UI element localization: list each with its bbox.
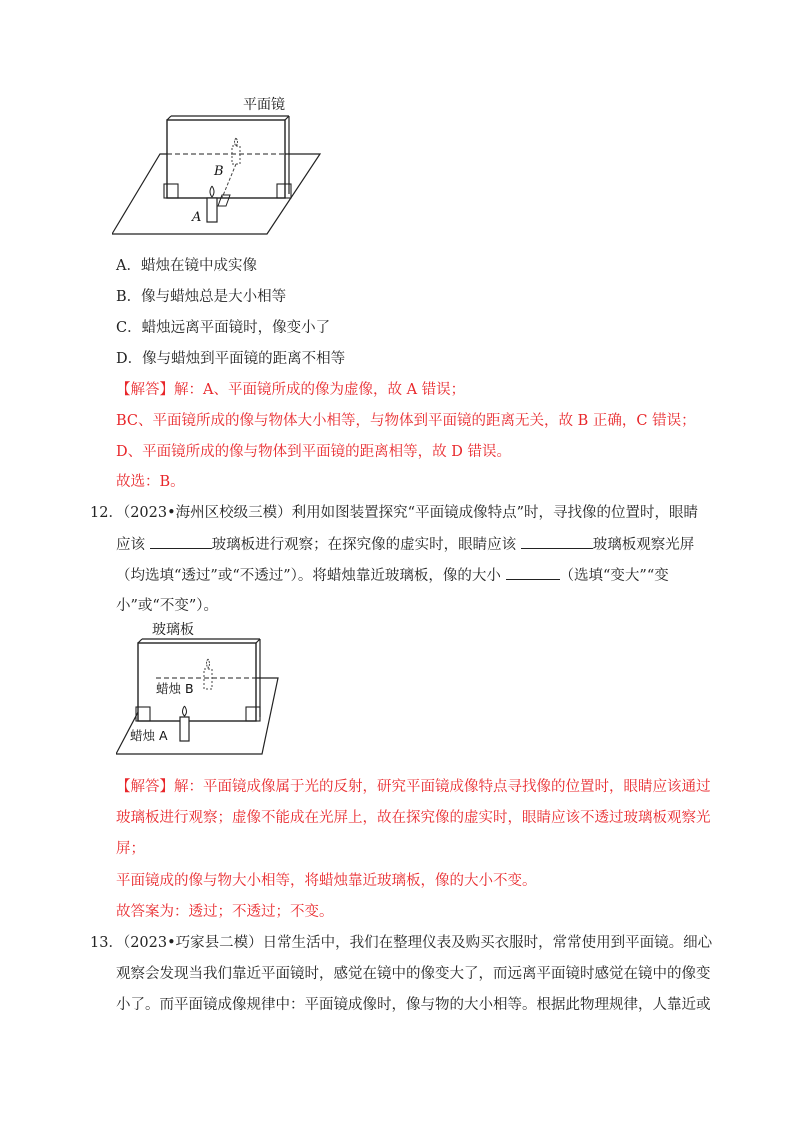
q13-line2: 观察会发现当我们靠近平面镜时，感觉在镜中的像变大了，而远离平面镜时感觉在镜中的像变	[116, 966, 711, 982]
q12-answer-final: 故答案为：透过；不透过；不变。	[116, 904, 334, 920]
figure1-label-b: B	[214, 164, 224, 179]
answer-text: 解：A、平面镜所成的像为虚像，故 A 错误；	[174, 382, 466, 398]
answer-text: 解：平面镜成像属于光的反射，研究平面镜成像特点寻找像的位置时，眼睛应该通过	[174, 779, 711, 795]
plane-mirror-figure	[112, 90, 327, 240]
figure2-label-b: 蜡烛 B	[156, 681, 194, 696]
answer-blank-2[interactable]	[521, 534, 593, 549]
question-text: （均选填“透过”或“不透过”）。将蜡烛靠近玻璃板，像的大小	[116, 568, 501, 584]
q11-option-a: A．蜡烛在镜中成实像	[116, 258, 257, 274]
q12-line2	[116, 534, 694, 555]
question-number: 12．	[90, 505, 123, 521]
q11-option-d: D．像与蜡烛到平面镜的距离不相等	[116, 351, 346, 367]
q11-answer-line3: D、平面镜所成的像与物体到平面镜的距离相等，故 D 错误。	[116, 444, 511, 460]
q11-answer-line2: BC、平面镜所成的像与物体大小相等，与物体到平面镜的距离无关，故 B 正确，C 错误；	[116, 413, 696, 429]
question-source: （2023•海州区校级三模）	[122, 505, 292, 521]
question-source: （2023•巧家县二模）	[122, 935, 263, 951]
answer-tag: 【解答】	[116, 779, 174, 795]
figure1-title: 平面镜	[243, 97, 285, 113]
question-text: 日常生活中，我们在整理仪表及购买衣服时，常常使用到平面镜。细心	[262, 935, 713, 951]
q12-line3	[116, 565, 669, 586]
q12-answer-line4: 平面镜成的像与物大小相等，将蜡烛靠近玻璃板，像的大小不变。	[116, 873, 537, 889]
figure2-label-a: 蜡烛 A	[130, 728, 168, 743]
answer-blank-3[interactable]	[506, 565, 560, 580]
q11-option-b: B．像与蜡烛总是大小相等	[116, 289, 287, 305]
glass-plate-figure	[116, 617, 286, 757]
answer-tag: 【解答】	[116, 382, 174, 398]
q12-line4: 小”或“不变”）。	[116, 598, 218, 614]
q12-answer-line2: 玻璃板进行观察；虚像不能成在光屏上，故在探究像的虚实时，眼睛应该不透过玻璃板观察光	[116, 810, 711, 826]
question-text: 应该	[116, 537, 145, 553]
q11-option-c: C．蜡烛远离平面镜时，像变小了	[116, 320, 331, 336]
question-number: 13．	[90, 935, 123, 951]
q11-answer-final: 故选：B。	[116, 474, 185, 490]
question-text: （选填“变大”“变	[559, 568, 669, 584]
q12-answer-line3: 屏；	[116, 841, 145, 857]
question-text: 利用如图装置探究“平面镜成像特点”时，寻找像的位置时，眼睛	[291, 505, 698, 521]
q12-answer-line1	[116, 777, 711, 797]
answer-blank-1[interactable]	[150, 534, 212, 549]
question-text: 玻璃板进行观察；在探究像的虚实时，眼睛应该	[211, 537, 517, 553]
q13-line3: 小了。而平面镜成像规律中：平面镜成像时，像与物的大小相等。根据此物理规律，人靠近或	[116, 997, 711, 1013]
q11-answer-line1	[116, 380, 465, 400]
figure1-label-a: A	[192, 210, 202, 225]
figure2-title: 玻璃板	[152, 622, 194, 638]
question-text: 玻璃板观察光屏	[592, 537, 695, 553]
q12-line1	[90, 503, 698, 523]
q13-line1	[90, 933, 712, 953]
